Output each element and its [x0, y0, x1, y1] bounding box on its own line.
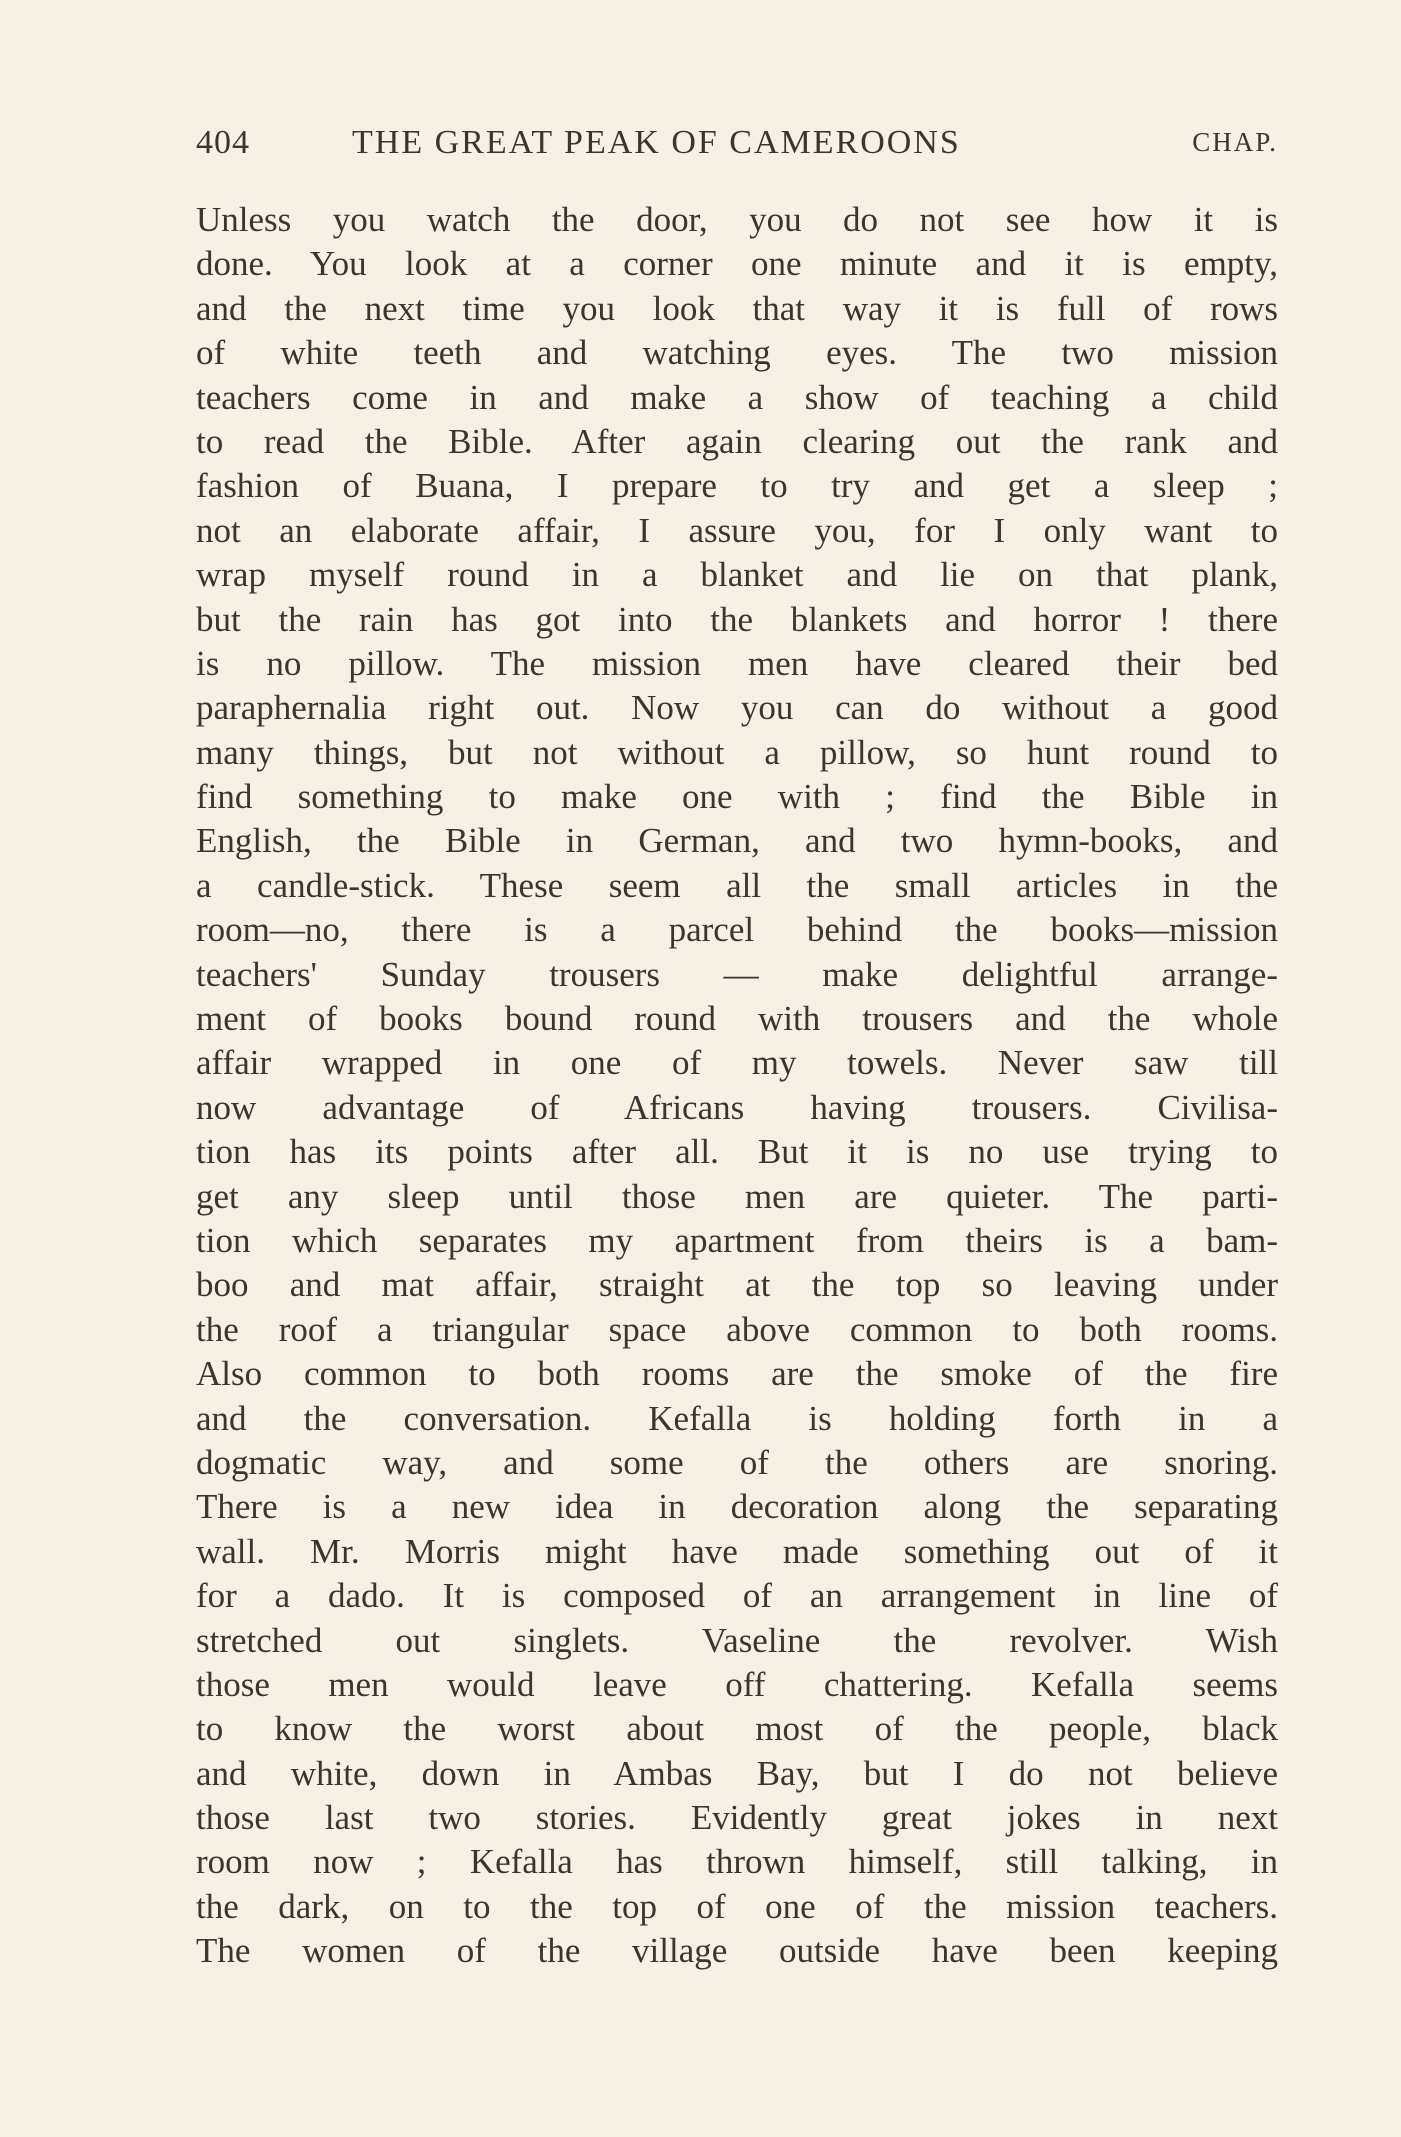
text-line: and the next time you look that way it is full of rows	[196, 288, 1278, 328]
text-line: for a dado. It is composed of an arrangement in line of	[196, 1576, 1278, 1616]
text-line: ment of books bound round with trousers and the whole	[196, 999, 1278, 1039]
text-line: to read the Bible. After again clearing out the rank and	[196, 421, 1278, 461]
text-line: now advantage of Africans having trousers. Civilisa-	[196, 1087, 1278, 1127]
text-line: Also common to both rooms are the smoke of the fire	[196, 1354, 1278, 1394]
text-line: The women of the village outside have been keeping	[196, 1931, 1278, 1971]
text-line: tion has its points after all. But it is no use trying to	[196, 1132, 1278, 1172]
chapter-label: CHAP.	[1192, 127, 1278, 157]
text-line: of white teeth and watching eyes. The two mission	[196, 333, 1278, 373]
text-line: Unless you watch the door, you do not see how it is	[196, 200, 1278, 239]
text-line: but the rain has got into the blankets and horror ! there	[196, 599, 1278, 639]
text-line: not an elaborate affair, I assure you, for I only want to	[196, 510, 1278, 550]
text-line: to know the worst about most of the people, black	[196, 1709, 1278, 1749]
text-line: wall. Mr. Morris might have made something out of it	[196, 1531, 1278, 1571]
text-line: boo and mat affair, straight at the top so leaving under	[196, 1265, 1278, 1305]
text-line: fashion of Buana, I prepare to try and get a sleep ;	[196, 466, 1278, 506]
text-line: and the conversation. Kefalla is holding forth in a	[196, 1398, 1278, 1438]
text-line: paraphernalia right out. Now you can do without a good	[196, 688, 1278, 728]
text-line: the roof a triangular space above common to both rooms.	[196, 1309, 1278, 1349]
text-line: There is a new idea in decoration along the separating	[196, 1487, 1278, 1527]
running-head	[196, 124, 1278, 174]
text-line: teachers come in and make a show of teaching a child	[196, 377, 1278, 417]
text-line: is no pillow. The mission men have cleared their bed	[196, 643, 1278, 683]
text-line: dogmatic way, and some of the others are snoring.	[196, 1442, 1278, 1482]
text-line: tion which separates my apartment from theirs is a bam-	[196, 1220, 1278, 1260]
text-line: English, the Bible in German, and two hymn-books, and	[196, 821, 1278, 861]
text-line: affair wrapped in one of my towels. Never saw till	[196, 1043, 1278, 1083]
text-line: the dark, on to the top of one of the mission teachers.	[196, 1886, 1278, 1926]
text-line: those last two stories. Evidently great jokes in next	[196, 1798, 1278, 1838]
text-line: find something to make one with ; find the Bible in	[196, 777, 1278, 817]
text-line: and white, down in Ambas Bay, but I do not believe	[196, 1753, 1278, 1793]
text-line: teachers' Sunday trousers — make delightful arrange-	[196, 954, 1278, 994]
text-line: room now ; Kefalla has thrown himself, still talking, in	[196, 1842, 1278, 1882]
text-line: stretched out singlets. Vaseline the revolver. Wish	[196, 1620, 1278, 1660]
body-text	[196, 198, 1278, 1974]
text-line: those men would leave off chattering. Kefalla seems	[196, 1664, 1278, 1704]
text-line: many things, but not without a pillow, so hunt round to	[196, 732, 1278, 772]
text-line: wrap myself round in a blanket and lie on that plank,	[196, 555, 1278, 595]
page-number: 404	[196, 124, 250, 161]
text-line: done. You look at a corner one minute and it is empty,	[196, 244, 1278, 284]
text-line: get any sleep until those men are quieter. The parti-	[196, 1176, 1278, 1216]
running-title: THE GREAT PEAK OF CAMEROONS	[352, 124, 961, 161]
text-line: room—no, there is a parcel behind the books—mission	[196, 910, 1278, 950]
text-line: a candle-stick. These seem all the small articles in the	[196, 865, 1278, 905]
